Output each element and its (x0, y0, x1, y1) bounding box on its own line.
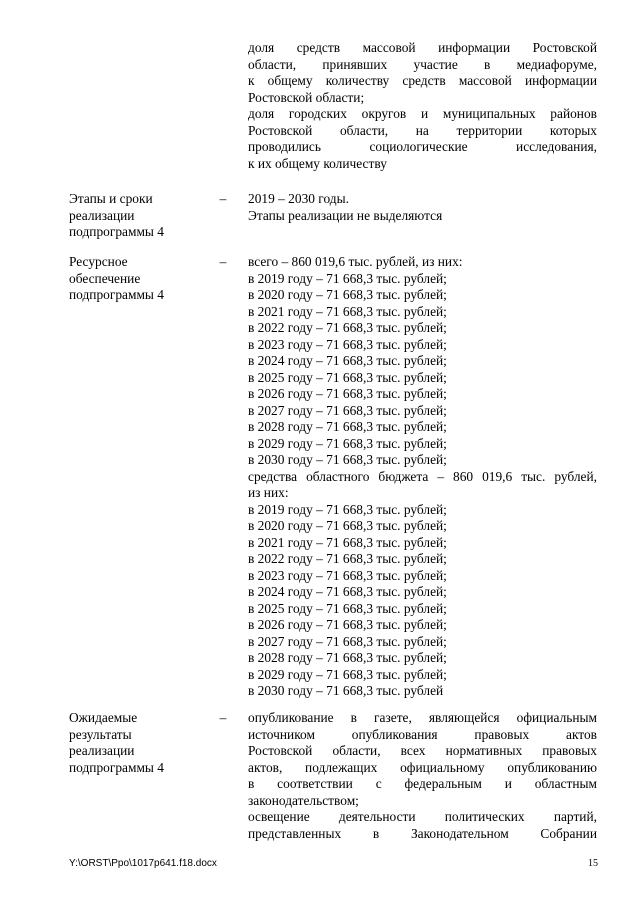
year-line: в 2020 году – 71 668,3 тыс. рублей; (248, 518, 447, 533)
label-line: подпрограммы 4 (69, 287, 164, 302)
label-line: подпрограммы 4 (69, 224, 164, 239)
label-line: подпрограммы 4 (69, 759, 164, 775)
label-line: результаты (69, 726, 132, 742)
regional-budget-line: из них: (248, 485, 289, 500)
year-line: в 2020 году – 71 668,3 тыс. рублей; (248, 287, 447, 302)
text-line: проводились социологические исследования, (248, 139, 597, 154)
year-line: в 2027 году – 71 668,3 тыс. рублей; (248, 402, 447, 418)
label-line: реализации (69, 207, 135, 223)
stages-text (248, 191, 597, 224)
year-line: в 2023 году – 71 668,3 тыс. рублей; (248, 336, 447, 352)
text-line: области, принявших участие в медиафоруме, (248, 56, 597, 72)
year-line: в 2019 году – 71 668,3 тыс. рублей; (248, 501, 447, 517)
year-line: в 2026 году – 71 668,3 тыс. рублей; (248, 617, 447, 632)
label-line: реализации (69, 743, 135, 758)
label-line: Ожидаемые (69, 710, 138, 725)
year-line: в 2030 году – 71 668,3 тыс. рублей; (248, 452, 447, 467)
text-line: в соответствии с федеральным и областным (248, 776, 597, 791)
text-line: источником опубликования правовых актов (248, 726, 597, 742)
year-line: в 2024 году – 71 668,3 тыс. рублей; (248, 353, 447, 368)
text-line: к их общему количеству (248, 155, 387, 171)
total-line: всего – 860 019,6 тыс. рублей, из них: (248, 254, 463, 269)
year-line: в 2028 году – 71 668,3 тыс. рублей; (248, 650, 447, 665)
text-line: опубликование в газете, являющейся официальным (248, 710, 597, 725)
results-text (248, 710, 597, 842)
year-line: в 2029 году – 71 668,3 тыс. рублей; (248, 435, 447, 451)
year-line: в 2025 году – 71 668,3 тыс. рублей; (248, 600, 447, 616)
text-line: доля средств массовой информации Ростовской (248, 40, 597, 55)
label-line: обеспечение (69, 270, 141, 286)
text-line: представленных в Законодательном Собрании (248, 825, 597, 841)
label-line: Этапы и сроки (69, 191, 153, 206)
page-number: 15 (588, 858, 598, 869)
text-line: 2019 – 2030 годы. (248, 191, 349, 206)
text-line: Ростовской области, всех нормативных правовых (248, 743, 597, 758)
year-line: в 2029 году – 71 668,3 тыс. рублей; (248, 666, 447, 682)
stages-label (69, 191, 209, 241)
year-line: в 2027 году – 71 668,3 тыс. рублей; (248, 633, 447, 649)
text-line: законодательством; (248, 792, 359, 808)
resources-label (69, 254, 209, 304)
file-path-footer: Y:\ORST\Ppo\1017p641.f18.docx (69, 858, 217, 869)
results-label (69, 710, 209, 776)
regional-budget-line: средства областного бюджета – 860 019,6 тыс. рублей, (248, 468, 597, 484)
text-line: Этапы реализации не выделяются (248, 207, 443, 223)
text-line: актов, подлежащих официальному опубликованию (248, 759, 597, 775)
text-line: доля городских округов и муниципальных районов (248, 106, 597, 121)
dash-separator: – (219, 254, 227, 269)
dash-separator: – (219, 191, 227, 206)
year-line: в 2023 году – 71 668,3 тыс. рублей; (248, 567, 447, 583)
label-line: Ресурсное (69, 254, 128, 269)
resources-text (248, 254, 597, 700)
text-line: Ростовской области, на территории которых (248, 122, 597, 138)
year-line: в 2019 году – 71 668,3 тыс. рублей; (248, 270, 447, 286)
year-line: в 2022 году – 71 668,3 тыс. рублей; (248, 320, 447, 335)
year-line: в 2026 году – 71 668,3 тыс. рублей; (248, 386, 447, 401)
year-line: в 2024 году – 71 668,3 тыс. рублей; (248, 584, 447, 599)
text-line: освещение деятельности политических партий, (248, 809, 597, 824)
dash-separator: – (219, 710, 227, 725)
year-line: в 2022 году – 71 668,3 тыс. рублей; (248, 551, 447, 566)
year-line: в 2025 году – 71 668,3 тыс. рублей; (248, 369, 447, 385)
year-line: в 2030 году – 71 668,3 тыс. рублей (248, 683, 444, 698)
year-line: в 2021 году – 71 668,3 тыс. рублей; (248, 534, 447, 550)
indicators-text (248, 40, 597, 172)
year-line: в 2021 году – 71 668,3 тыс. рублей; (248, 303, 447, 319)
text-line: к общему количеству средств массовой информации (248, 73, 597, 88)
text-line: Ростовской области; (248, 89, 365, 105)
year-line: в 2028 году – 71 668,3 тыс. рублей; (248, 419, 447, 434)
